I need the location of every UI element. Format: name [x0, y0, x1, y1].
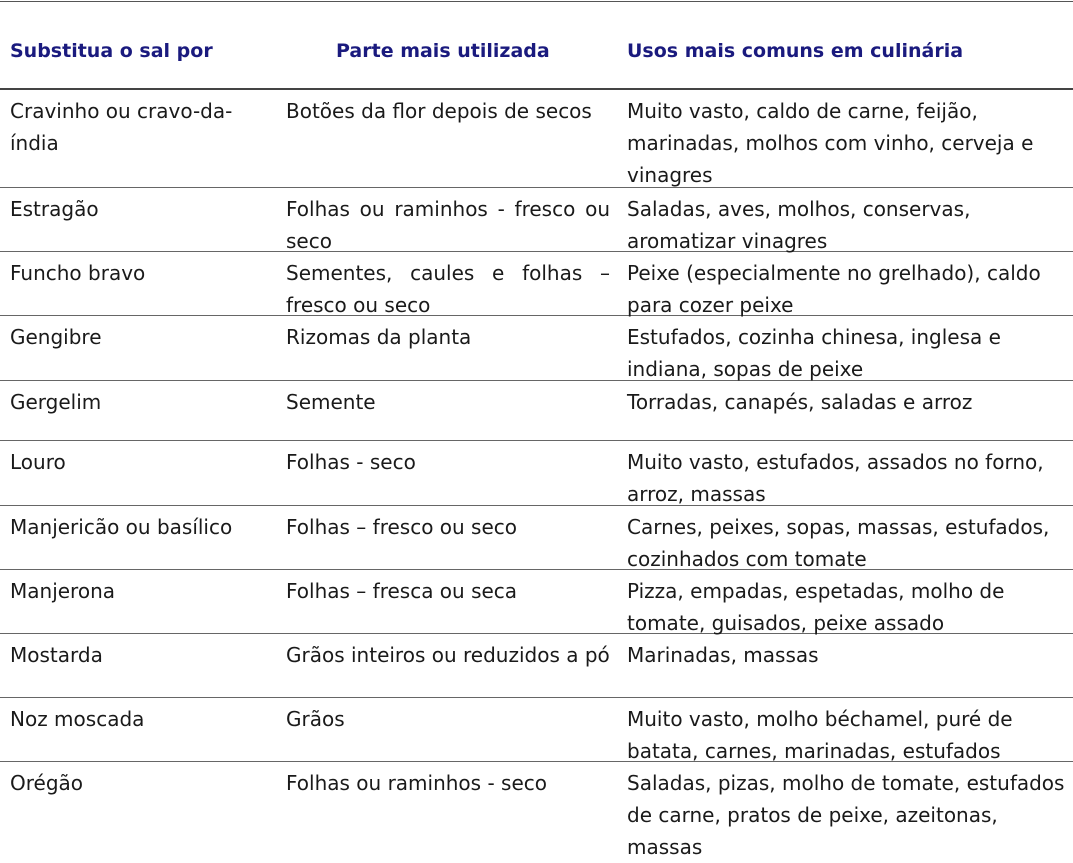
table-row [0, 90, 1073, 188]
header-common-uses: Usos mais comuns em culinária [627, 40, 964, 62]
herb-name: Manjericão ou basílico [10, 515, 233, 539]
part-used: Botões da flor depois de secos [286, 99, 592, 123]
herb-name: Orégão [10, 771, 84, 795]
table-row [0, 634, 1073, 698]
table-row [0, 252, 1073, 316]
common-uses: Saladas, pizas, molho de tomate, estufados de carne, pratos de peixe, azeitonas, massas [627, 771, 1065, 859]
herb-name: Gengibre [10, 325, 102, 349]
common-uses: Estufados, cozinha chinesa, inglesa e indiana, sopas de peixe [627, 325, 1001, 381]
table-row [0, 441, 1073, 506]
part-used: Rizomas da planta [286, 325, 472, 349]
herb-name: Mostarda [10, 643, 103, 667]
table-row [0, 570, 1073, 634]
part-used: Folhas - seco [286, 450, 416, 474]
table-row [0, 506, 1073, 570]
herb-name: Cravinho ou cravo-da-índia [10, 99, 233, 155]
common-uses: Pizza, empadas, espetadas, molho de tomate, guisados, peixe assado [627, 579, 1005, 635]
part-used: Grãos inteiros ou reduzidos a pó [286, 643, 610, 667]
herb-name: Manjerona [10, 579, 115, 603]
part-used: Folhas – fresca ou seca [286, 579, 518, 603]
common-uses: Marinadas, massas [627, 643, 819, 667]
table-row [0, 762, 1073, 862]
table-row [0, 381, 1073, 441]
common-uses: Torradas, canapés, saladas e arroz [627, 390, 973, 414]
part-used: Sementes, caules e folhas – fresco ou seco [286, 261, 610, 317]
common-uses: Peixe (especialmente no grelhado), caldo para cozer peixe [627, 261, 1041, 317]
header-substitute: Substitua o sal por [10, 40, 213, 62]
table-header [0, 33, 1073, 73]
table-row [0, 316, 1073, 381]
part-used: Folhas – fresco ou seco [286, 515, 518, 539]
common-uses: Carnes, peixes, sopas, massas, estufados, cozinhados com tomate [627, 515, 1050, 571]
table-body [0, 90, 1073, 862]
part-used: Semente [286, 390, 376, 414]
herb-name: Noz moscada [10, 707, 145, 731]
part-used: Folhas ou raminhos - fresco ou seco [286, 197, 610, 253]
herb-name: Louro [10, 450, 66, 474]
herb-name: Estragão [10, 197, 99, 221]
part-used: Folhas ou raminhos - seco [286, 771, 547, 795]
table-row [0, 698, 1073, 762]
part-used: Grãos [286, 707, 345, 731]
table-row [0, 188, 1073, 252]
common-uses: Muito vasto, molho béchamel, puré de batata, carnes, marinadas, estufados [627, 707, 1013, 763]
top-rule [0, 1, 1073, 2]
common-uses: Muito vasto, caldo de carne, feijão, marinadas, molhos com vinho, cerveja e vinagres [627, 99, 1034, 187]
header-part-used: Parte mais utilizada [336, 40, 550, 62]
common-uses: Saladas, aves, molhos, conservas, aromatizar vinagres [627, 197, 971, 253]
herb-name: Funcho bravo [10, 261, 146, 285]
herb-name: Gergelim [10, 390, 102, 414]
common-uses: Muito vasto, estufados, assados no forno, arroz, massas [627, 450, 1044, 506]
